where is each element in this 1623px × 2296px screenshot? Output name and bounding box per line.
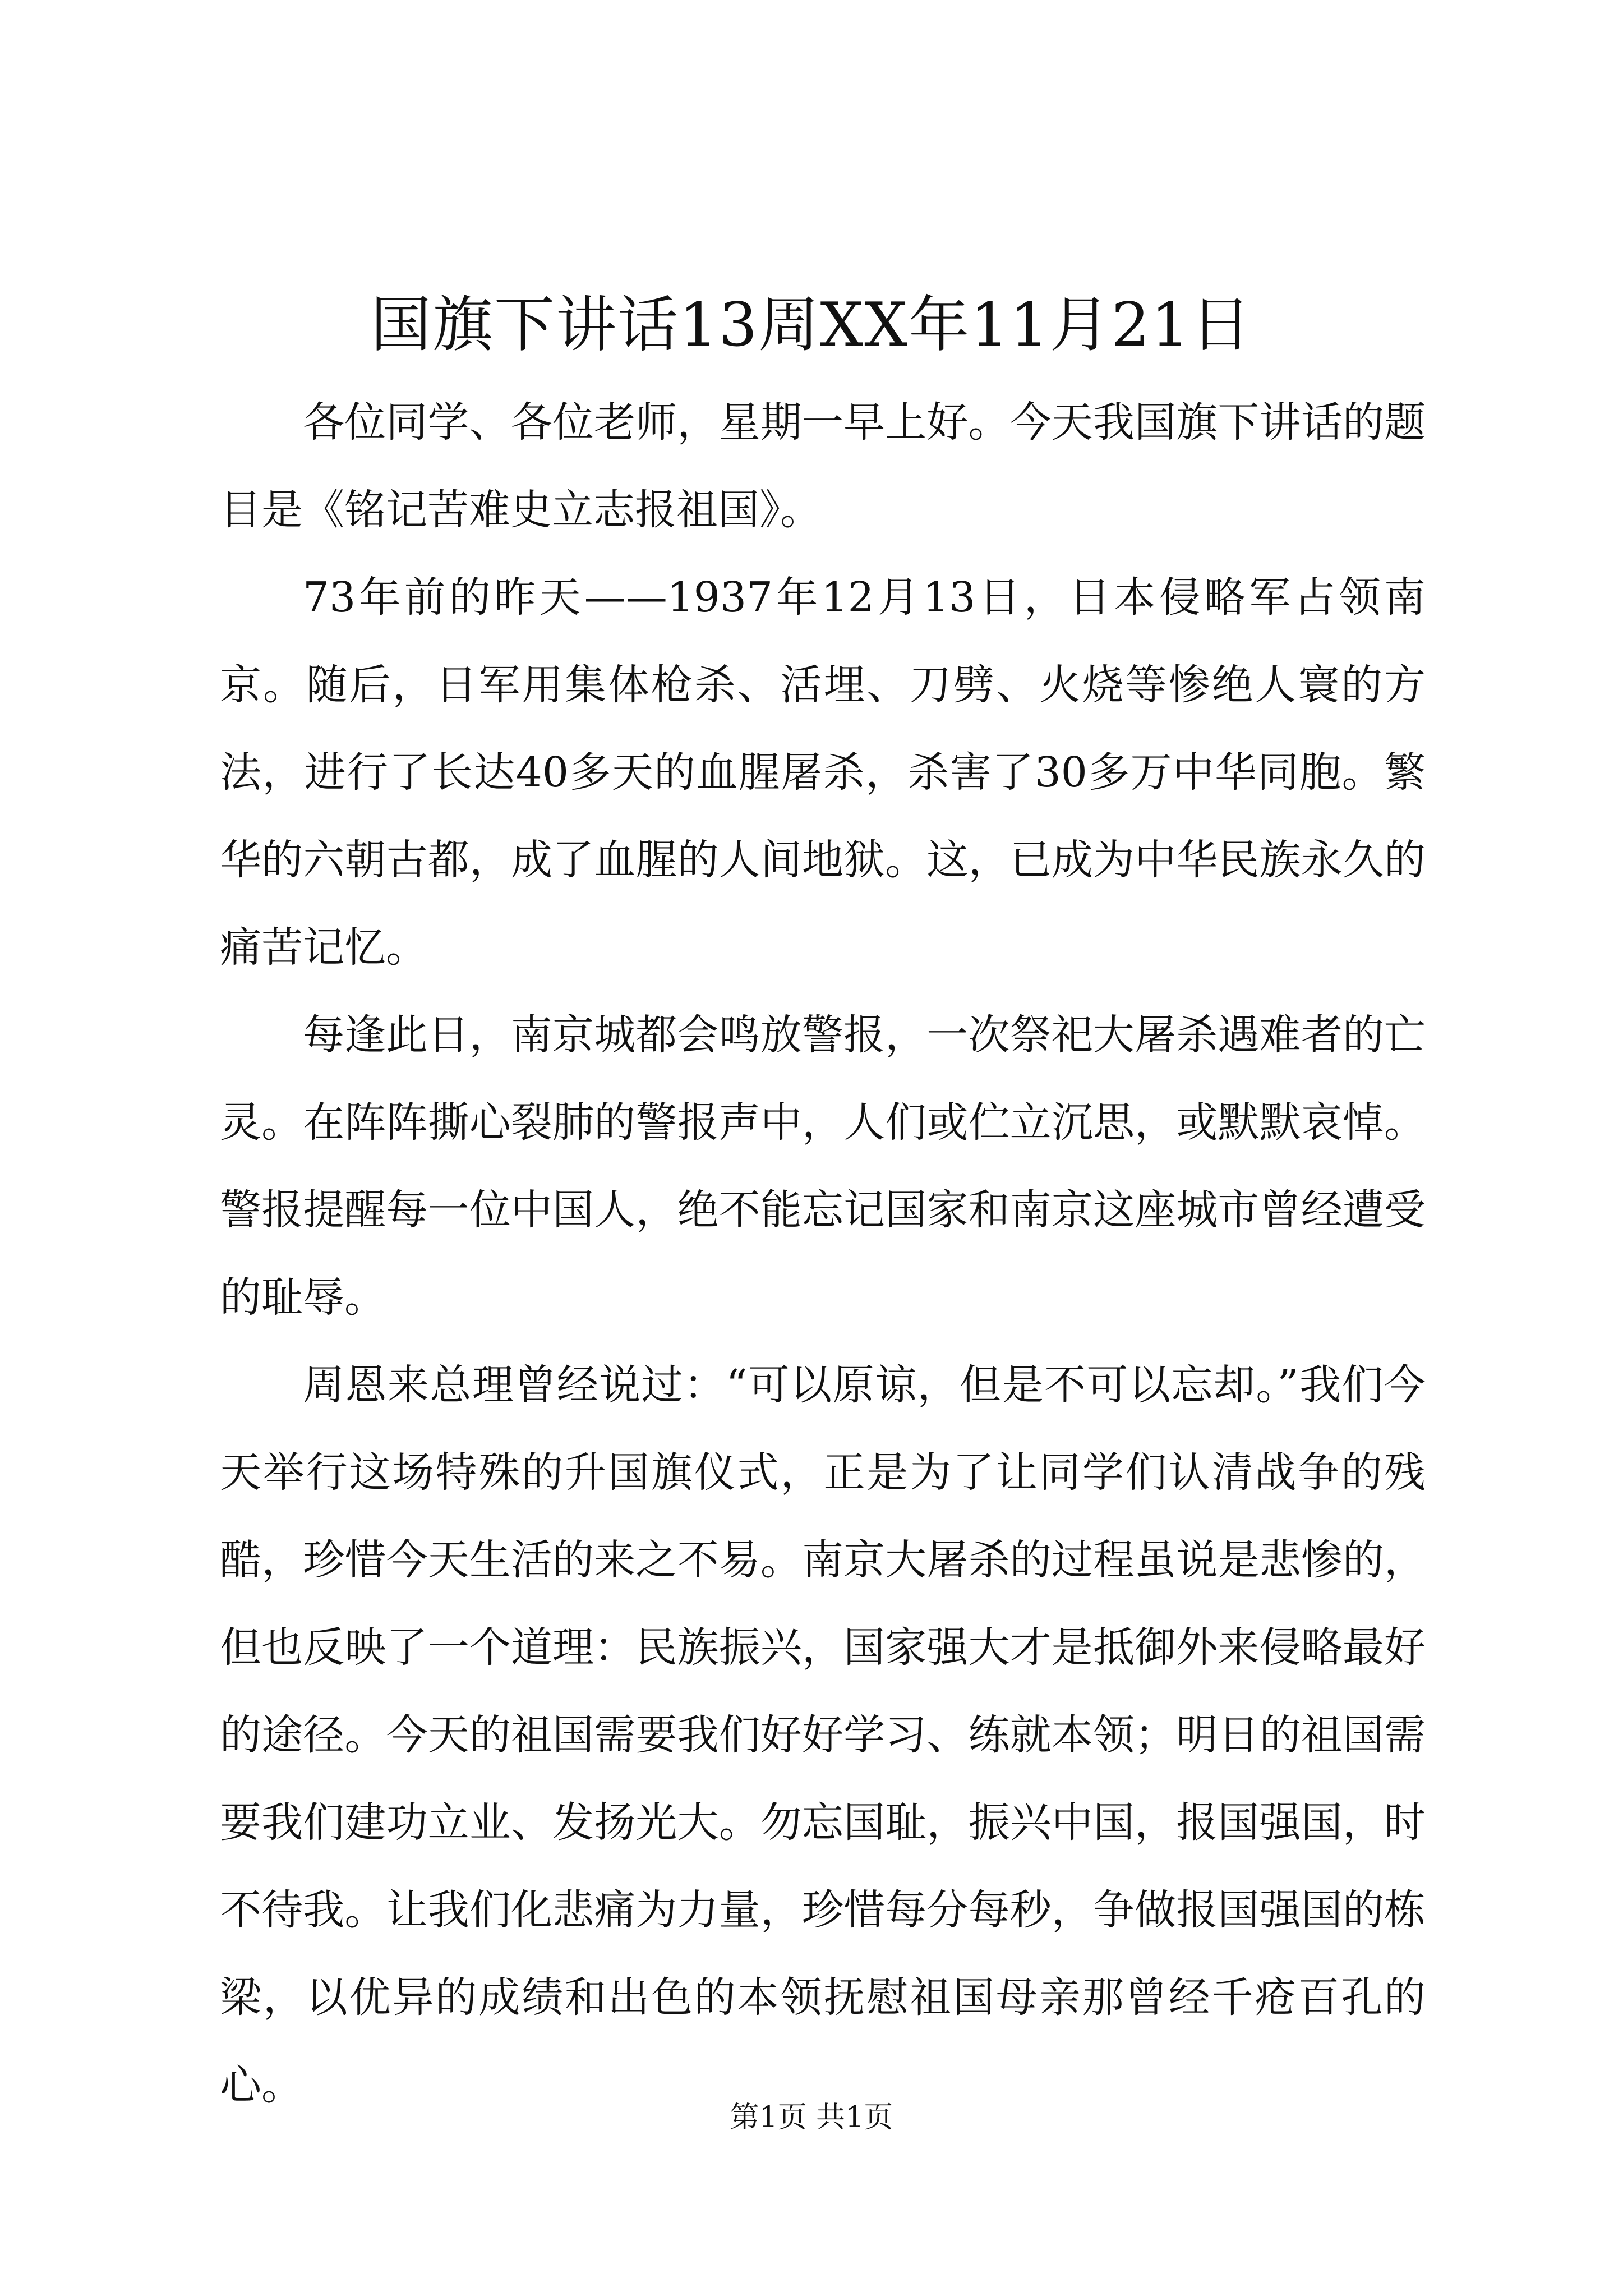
paragraph-history: 73年前的昨天——1937年12月13日，日本侵略军占领南京。随后，日军用集体枪杀、活埋、刀劈、火烧等惨绝人寰的方法，进行了长达40多天的血腥屠杀，杀害了30多万中华同胞。繁华的六朝古都，成了血腥的人间地狱。这，已成为中华民族永久的痛苦记忆。	[220, 573, 1426, 972]
document-body	[220, 379, 1426, 2129]
paragraph-memorial: 每逢此日，南京城都会鸣放警报，一次祭祀大屠杀遇难者的亡灵。在阵阵撕心裂肺的警报声中，人们或伫立沉思，或默默哀悼。警报提醒每一位中国人，绝不能忘记国家和南京这座城市曾经遭受的耻辱。	[220, 1011, 1426, 1322]
document-title: 国旗下讲话13周XX年11月21日	[370, 290, 1253, 360]
paragraph-greeting: 各位同学、各位老师，星期一早上好。今天我国旗下讲话的题目是《铭记苦难史立志报祖国》。	[220, 398, 1426, 534]
paragraph-conclusion: 周恩来总理曾经说过：“可以原谅，但是不可以忘却。”我们今天举行这场特殊的升国旗仪式，正是为了让同学们认清战争的残酷，珍惜今天生活的来之不易。南京大屠杀的过程虽说是悲惨的，但也反映了一个道理：民族振兴，国家强大才是抵御外来侵略最好的途径。今天的祖国需要我们好好学习、练就本领；明日的祖国需要我们建功立业、发扬光大。勿忘国耻，振兴中国，报国强国，时不待我。让我们化悲痛为力量，珍惜每分每秒，争做报国强国的栋梁，以优异的成绩和出色的本领抚慰祖国母亲那曾经千疮百孔的心。	[220, 1361, 1426, 2109]
page-number-footer: 第1页 共1页	[730, 2101, 893, 2134]
